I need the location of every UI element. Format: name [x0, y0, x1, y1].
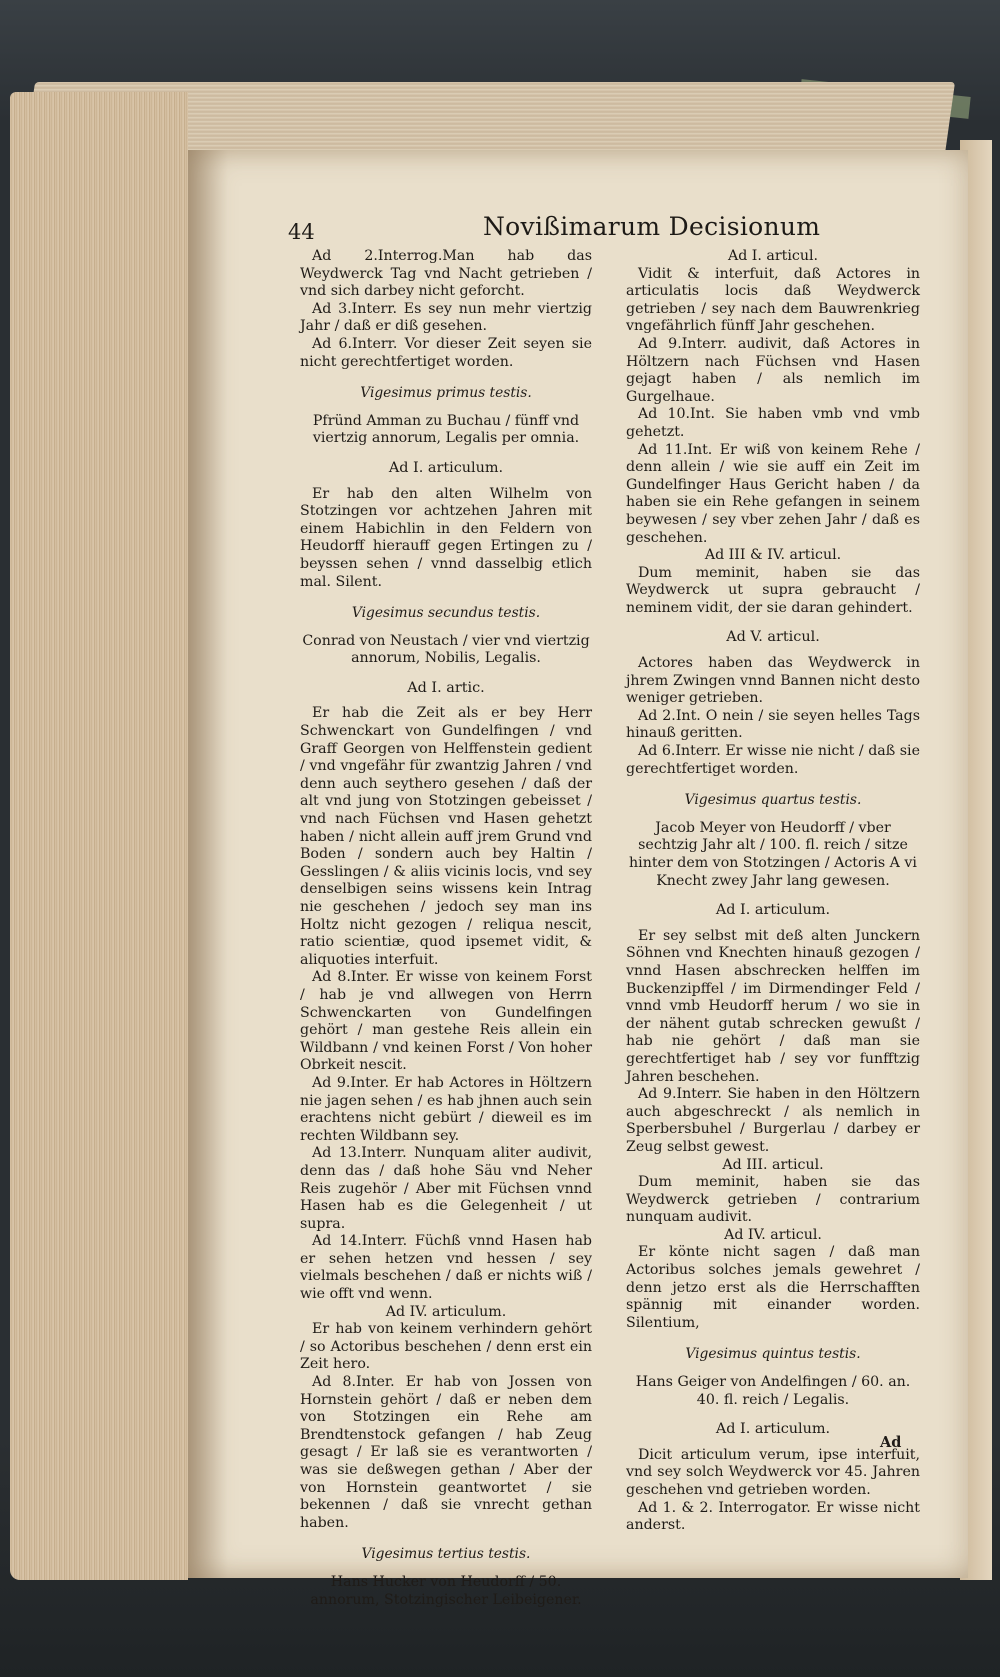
article-heading: Ad I. articulum. [715, 1421, 831, 1438]
witness-heading: Vigesimus secundus testis. [351, 605, 541, 622]
paragraph: Ad 6.Interr. Vor dieser Zeit seyen sie nicht gerechtfertiget worden. [300, 335, 592, 370]
page-header [288, 212, 968, 252]
witness-heading: Vigesimus quintus testis. [685, 1346, 861, 1363]
paragraph: Er hab von keinem verhindern gehört / so Actoribus beschehen / denn erst ein Zeit hero. [300, 1321, 592, 1373]
paragraph: Dicit articulum verum, ipse interfuit, vnd sey solch Weydwerck vor 45. Jahren geschehen vnd getrieben worden. [626, 1446, 920, 1498]
paragraph: Ad 9.Interr. Sie haben in den Höltzern auch abgeschreckt / als nemlich in Sperbersbuhel / Burgerlau / darbey er Zeug selbst gewest. [626, 1086, 920, 1155]
witness-heading: Vigesimus primus testis. [360, 385, 532, 402]
witness-heading: Vigesimus tertius testis. [361, 1546, 531, 1563]
paragraph: Ad 6.Interr. Er wisse nie nicht / daß sie gerechtfertiget worden. [626, 743, 920, 777]
catchword: Ad [880, 1434, 902, 1451]
article-heading: Ad I. articul. [727, 248, 819, 264]
article-heading: Ad III & IV. articul. [704, 547, 842, 564]
paragraph: Er sey selbst mit deß alten Junckern Söhnen vnd Knechten hinauß gezogen / vnnd Hasen abschrecken helffen im Buckenzipffel / im Dirmendinger Feld / vnnd vmb Heudorff herum / wo sie in der nähent gutab schrecken gewußt / hab nie gehört / daß man sie gerechtfertiget hab / sey vor funfftzig Jahren beschehen. [626, 927, 920, 1085]
page-number: 44 [288, 220, 315, 244]
book-page-edges [10, 92, 188, 1580]
paragraph: Ad 1. & 2. Interrogator. Er wisse nicht anderst. [626, 1499, 920, 1534]
paragraph: Ad 9.Interr. audivit, daß Actores in Höltzern nach Füchsen vnd Hasen gejagt haben / als nemlich im Gurgelhaue. [626, 335, 920, 405]
paragraph: Ad 3.Interr. Es sey nun mehr viertzig Jahr / daß er diß gesehen. [300, 300, 592, 335]
paragraph: Ad 13.Interr. Nunquam aliter audivit, denn das / daß hohe Säu vnd Neher Reis zugehör / Aber mit Füchsen vnnd Hasen hab es die Gelegenheit / ut supra. [300, 1145, 592, 1232]
article-heading: Ad I. artic. [407, 679, 485, 696]
paragraph: Actores haben das Weydwerck in jhrem Zwingen vnnd Bannen nicht desto weniger getrieben. [626, 655, 920, 707]
paragraph: Ad 11.Int. Er wiß von keinem Rehe / denn allein / wie sie auff ein Zeit im Gundelfinger Haus Gericht haben / da haben sie ein Rehe gefangen in seinem beywesen / sey vber zehen Jahr / daß es geschehen. [626, 441, 920, 546]
paragraph: Dum meminit, haben sie das Weydwerck getrieben / contrarium nunquam audivit. [626, 1174, 920, 1226]
article-heading: Ad I. articulum. [388, 459, 504, 476]
paragraph: Er hab den alten Wilhelm von Stotzingen vor achtzehen Jahren mit einem Habichlin in den Feldern von Heudorff hierauff gegen Ertingen zu / beyssen sehen / vnnd dasselbig etlich mal. Silent. [300, 485, 592, 590]
article-heading: Ad III. articul. [722, 1156, 824, 1173]
paragraph: Dum meminit, haben sie das Weydwerck ut supra gebraucht / neminem vidit, der sie daran gehindert. [626, 564, 920, 616]
article-heading: Ad I. articulum. [715, 902, 831, 919]
right-column [626, 248, 920, 1535]
paragraph: Ad 14.Interr. Füchß vnnd Hasen hab er sehen hetzen vnd hessen / sey vielmals beschehen / daß er nichts wiß / wie offt vnd wenn. [300, 1233, 592, 1303]
paragraph: Conrad von Neustach / vier vnd viertzig annorum, Nobilis, Legalis. [302, 632, 590, 667]
paragraph: Ad 2.Interrog.Man hab das Weydwerck Tag vnd Nacht getrieben / vnd sich darbey nicht geforcht. [300, 248, 592, 300]
article-heading: Ad IV. articulum. [385, 1303, 507, 1320]
gutter-shadow [188, 150, 228, 1578]
article-heading: Ad IV. articul. [724, 1226, 822, 1243]
witness-heading: Vigesimus quartus testis. [684, 792, 862, 809]
paragraph: Ad 9.Inter. Er hab Actores in Höltzern nie jagen sehen / es hab jhnen auch sein erachtens nicht gebürt / dieweil es im rechten Wildbann sey. [300, 1074, 592, 1144]
paragraph: Jacob Meyer von Heudorff / vber sechtzig Jahr alt / 100. fl. reich / sitze hinter dem von Stotzingen / Actoris A vi Knecht zwey Jahr lang gewesen. [629, 819, 917, 889]
paragraph: Ad 8.Inter. Er hab von Jossen von Hornstein gehört / daß er neben dem von Stotzingen ein Rehe am Brendtenstock gefangen / hab Zeug gesagt / Er laß sie es verantworten / was sie deßwegen gethan / Aber der von Hornstein geantwortet / sie bekennen / daß sie vnrecht gethan haben. [300, 1374, 592, 1531]
paragraph: Ad 10.Int. Sie haben vmb vnd vmb gehetzt. [626, 406, 920, 440]
paragraph: Er könte nicht sagen / daß man Actoribus solches jemals gewehret / denn jetzo erst als die Herrschafften spännig mit einander worden. Silentium, [626, 1244, 920, 1331]
paragraph: Vidit & interfuit, daß Actores in articulatis locis daß Weydwerck getrieben / sey nach dem Bauwrenkrieg vngefährlich fünff Jahr geschehen. [626, 265, 920, 335]
article-heading: Ad V. articul. [726, 629, 820, 646]
paragraph: Hans Hucker von Heudorff / 50. annorum, Stotzingischer Leibeigener. [310, 1573, 582, 1608]
paragraph: Ad 8.Inter. Er wisse von keinem Forst / hab je vnd allwegen von Herrn Schwenckarten von Gundelfingen gehört / man gestehe Reis allein ein Wildbann / vnd keinen Forst / Von hoher Obrkeit nescit. [300, 969, 592, 1074]
paragraph: Pfründ Amman zu Buchau / fünff vnd viertzig annorum, Legalis per omnia. [312, 412, 580, 447]
paragraph: Hans Geiger von Andelfingen / 60. an. 40. fl. reich / Legalis. [635, 1374, 911, 1408]
running-title: Novißimarum Decisionum [483, 212, 821, 241]
left-column [300, 248, 592, 1609]
paragraph: Er hab die Zeit als er bey Herr Schwenckart von Gundelfingen / vnd Graff Georgen von Helffenstein gedient / vnd vngefähr für zwantzig Jahren / vnd denn auch seythero gesehen / daß der alt vnd jung von Stotzingen gebeisset / vnd nach Füchsen vnd Hasen gehetzt haben / nicht allein auff jrem Grund vnd Boden / sondern auch bey Haltin / Gesslingen / & aliis vicinis locis, vnd sey denselbigen seins wissens kein Intrag nie geschehen / jedoch sey man ins Holtz nicht gezogen / reliqua nescit, ratio scientiæ, quod ipsemet vidit, & aliquoties interfuit. [300, 705, 592, 968]
paragraph: Ad 2.Int. O nein / sie seyen helles Tags hinauß geritten. [626, 707, 920, 742]
